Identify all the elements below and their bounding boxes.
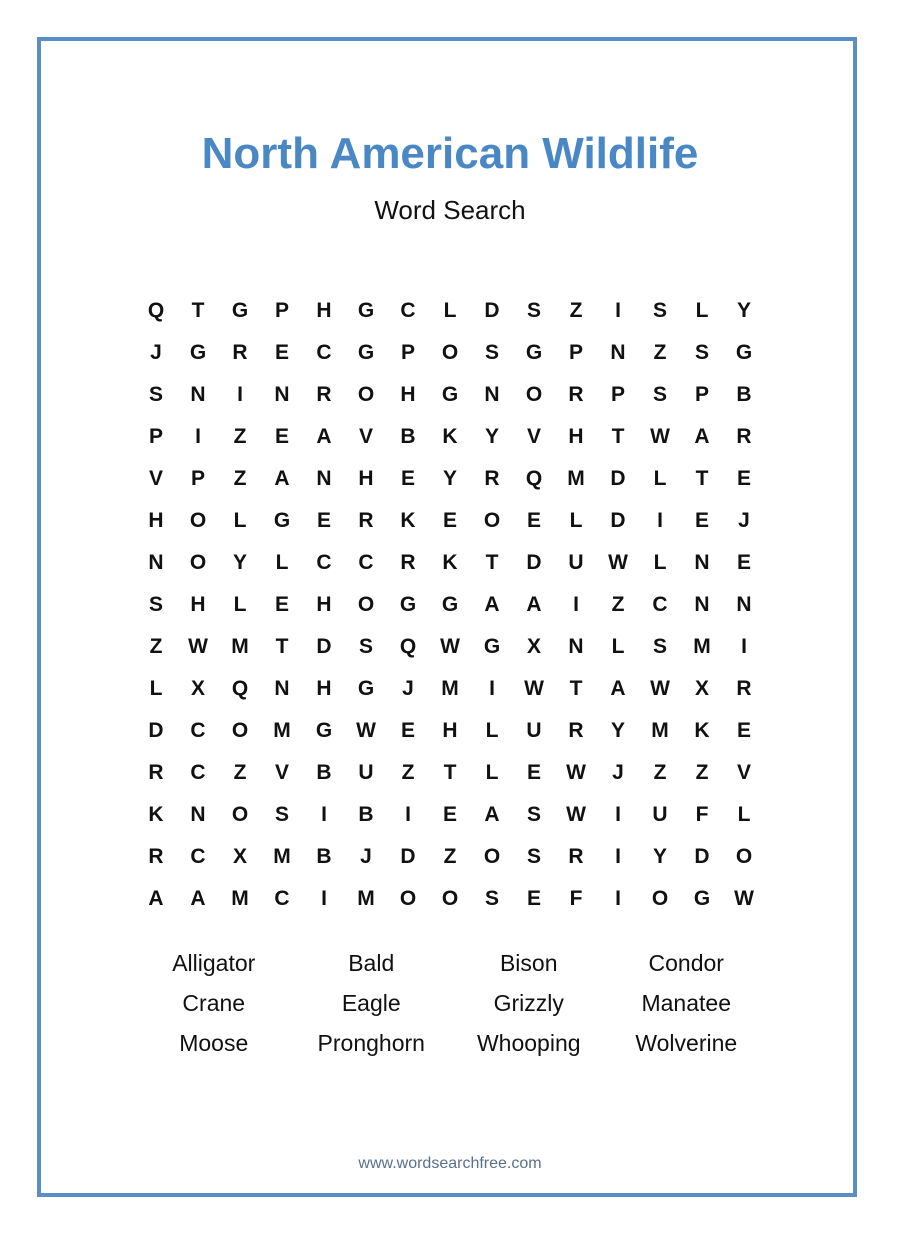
grid-letter: Z: [233, 467, 247, 490]
grid-letter: S: [484, 341, 499, 364]
grid-letter: I: [321, 803, 327, 826]
grid-letter: D: [484, 299, 500, 322]
grid-letter: R: [568, 845, 584, 868]
grid-letter: G: [357, 299, 375, 322]
page-subtitle: Word Search: [374, 195, 526, 225]
grid-letter: C: [400, 299, 416, 322]
grid-letter: C: [316, 341, 332, 364]
grid-letter: A: [148, 887, 164, 910]
grid-letter: A: [484, 803, 500, 826]
grid-letter: A: [190, 887, 206, 910]
grid-letter: M: [357, 887, 375, 910]
grid-letter: I: [573, 593, 579, 616]
grid-letter: W: [608, 551, 628, 574]
grid-letter: V: [148, 467, 163, 490]
grid-letter: A: [526, 593, 542, 616]
grid-letter: H: [316, 593, 332, 616]
grid-letter: N: [736, 593, 752, 616]
grid-letter: Z: [653, 761, 667, 784]
word-list-item: Wolverine: [635, 1030, 738, 1056]
grid-letter: G: [315, 719, 333, 742]
grid-letter: Y: [484, 425, 499, 448]
grid-letter: W: [650, 677, 670, 700]
grid-letter: O: [189, 551, 207, 574]
grid-letter: L: [653, 551, 667, 574]
grid-letter: Q: [399, 635, 417, 658]
grid-letter: S: [526, 845, 541, 868]
grid-letter: S: [694, 341, 709, 364]
grid-letter: E: [274, 425, 289, 448]
grid-letter: J: [738, 509, 750, 532]
grid-letter: D: [610, 467, 626, 490]
grid-letter: Y: [652, 845, 667, 868]
grid-letter: T: [695, 467, 709, 490]
grid-letter: H: [316, 299, 332, 322]
grid-letter: N: [484, 383, 500, 406]
grid-letter: M: [231, 887, 249, 910]
grid-letter: G: [441, 383, 459, 406]
grid-letter: L: [149, 677, 163, 700]
grid-letter: N: [190, 383, 206, 406]
grid-letter: L: [275, 551, 289, 574]
grid-letter: R: [148, 761, 164, 784]
grid-letter: V: [736, 761, 751, 784]
grid-letter: H: [400, 383, 416, 406]
grid-letter: B: [736, 383, 752, 406]
grid-letter: H: [190, 593, 206, 616]
grid-letter: A: [610, 677, 626, 700]
grid-letter: N: [568, 635, 584, 658]
grid-letter: Z: [443, 845, 457, 868]
grid-letter: W: [440, 635, 460, 658]
grid-letter: G: [231, 299, 249, 322]
grid-letter: P: [400, 341, 415, 364]
grid-letter: K: [694, 719, 710, 742]
word-list-item: Eagle: [341, 990, 401, 1016]
grid-letter: G: [357, 677, 375, 700]
grid-letter: Z: [653, 341, 667, 364]
grid-letter: N: [190, 803, 206, 826]
grid-letter: U: [358, 761, 374, 784]
grid-letter: R: [484, 467, 500, 490]
grid-letter: O: [735, 845, 753, 868]
word-list-item: Alligator: [172, 950, 256, 976]
grid-letter: I: [489, 677, 495, 700]
grid-letter: S: [484, 887, 499, 910]
grid-letter: P: [274, 299, 289, 322]
grid-letter: N: [694, 593, 710, 616]
grid-letter: O: [483, 509, 501, 532]
grid-letter: W: [524, 677, 544, 700]
grid-letter: C: [190, 719, 206, 742]
grid-letter: A: [274, 467, 290, 490]
grid-letter: D: [694, 845, 710, 868]
grid-letter: G: [273, 509, 291, 532]
grid-letter: W: [356, 719, 376, 742]
grid-letter: E: [316, 509, 331, 532]
grid-letter: L: [569, 509, 583, 532]
grid-letter: R: [400, 551, 416, 574]
grid-letter: G: [357, 341, 375, 364]
grid-letter: O: [357, 383, 375, 406]
grid-letter: S: [148, 593, 163, 616]
word-list-item: Crane: [182, 990, 246, 1016]
grid-letter: E: [526, 761, 541, 784]
grid-letter: F: [569, 887, 583, 910]
grid-letter: O: [441, 887, 459, 910]
grid-letter: G: [525, 341, 543, 364]
grid-letter: N: [274, 383, 290, 406]
grid-letter: C: [274, 887, 290, 910]
grid-letter: G: [189, 341, 207, 364]
grid-letter: U: [526, 719, 542, 742]
grid-letter: V: [274, 761, 289, 784]
word-list: [135, 943, 765, 1063]
grid-letter: Y: [442, 467, 457, 490]
grid-letter: G: [693, 887, 711, 910]
grid-letter: O: [357, 593, 375, 616]
grid-letter: R: [232, 341, 248, 364]
grid-letter: E: [736, 719, 751, 742]
page-title: North American Wildlife: [201, 129, 699, 178]
grid-letter: G: [441, 593, 459, 616]
grid-letter: X: [232, 845, 247, 868]
grid-letter: S: [148, 383, 163, 406]
grid-letter: I: [615, 887, 621, 910]
grid-letter: O: [525, 383, 543, 406]
grid-letter: O: [483, 845, 501, 868]
grid-letter: B: [400, 425, 416, 448]
grid-letter: T: [191, 299, 205, 322]
grid-letter: O: [231, 803, 249, 826]
grid-letter: D: [148, 719, 164, 742]
grid-letter: P: [190, 467, 205, 490]
grid-letter: A: [316, 425, 332, 448]
grid-letter: D: [316, 635, 332, 658]
grid-letter: T: [443, 761, 457, 784]
grid-letter: E: [400, 719, 415, 742]
grid-letter: E: [526, 509, 541, 532]
grid-letter: E: [274, 341, 289, 364]
grid-letter: K: [442, 551, 458, 574]
grid-letter: E: [442, 509, 457, 532]
grid-letter: O: [441, 341, 459, 364]
grid-letter: T: [275, 635, 289, 658]
grid-letter: L: [737, 803, 751, 826]
grid-letter: R: [316, 383, 332, 406]
grid-letter: X: [526, 635, 541, 658]
letter-grid: [135, 290, 765, 920]
grid-letter: C: [190, 761, 206, 784]
grid-letter: N: [148, 551, 164, 574]
grid-letter: X: [190, 677, 205, 700]
grid-letter: Y: [232, 551, 247, 574]
grid-letter: Z: [695, 761, 709, 784]
grid-letter: S: [358, 635, 373, 658]
grid-letter: N: [274, 677, 290, 700]
grid-letter: J: [402, 677, 414, 700]
grid-letter: L: [443, 299, 457, 322]
word-list-item: Pronghorn: [317, 1030, 425, 1056]
grid-letter: Z: [569, 299, 583, 322]
grid-letter: S: [526, 803, 541, 826]
grid-letter: H: [568, 425, 584, 448]
grid-letter: R: [736, 677, 752, 700]
grid-letter: W: [566, 761, 586, 784]
grid-letter: C: [190, 845, 206, 868]
grid-letter: A: [484, 593, 500, 616]
word-list-item: Grizzly: [493, 990, 564, 1016]
word-list-item: Condor: [648, 950, 724, 976]
grid-letter: M: [651, 719, 669, 742]
grid-letter: U: [568, 551, 584, 574]
grid-letter: I: [237, 383, 243, 406]
grid-letter: U: [652, 803, 668, 826]
grid-letter: I: [615, 299, 621, 322]
grid-letter: M: [231, 635, 249, 658]
grid-letter: W: [566, 803, 586, 826]
grid-letter: A: [694, 425, 710, 448]
grid-letter: O: [189, 509, 207, 532]
word-list-item: Manatee: [641, 990, 731, 1016]
grid-letter: D: [400, 845, 416, 868]
grid-letter: P: [694, 383, 709, 406]
grid-letter: H: [148, 509, 164, 532]
grid-letter: H: [442, 719, 458, 742]
grid-letter: C: [358, 551, 374, 574]
grid-letter: Z: [233, 425, 247, 448]
grid-letter: M: [273, 845, 291, 868]
grid-letter: L: [233, 509, 247, 532]
grid-letter: H: [316, 677, 332, 700]
grid-letter: Z: [611, 593, 625, 616]
grid-letter: S: [652, 299, 667, 322]
grid-letter: Q: [231, 677, 249, 700]
grid-letter: T: [569, 677, 583, 700]
grid-letter: O: [399, 887, 417, 910]
grid-letter: H: [358, 467, 374, 490]
grid-letter: Z: [149, 635, 163, 658]
grid-letter: C: [316, 551, 332, 574]
grid-letter: R: [736, 425, 752, 448]
grid-letter: B: [316, 845, 332, 868]
grid-letter: I: [657, 509, 663, 532]
grid-letter: K: [400, 509, 416, 532]
grid-letter: K: [442, 425, 458, 448]
grid-letter: G: [735, 341, 753, 364]
grid-letter: W: [734, 887, 754, 910]
grid-letter: P: [568, 341, 583, 364]
grid-letter: E: [694, 509, 709, 532]
grid-letter: M: [693, 635, 711, 658]
grid-letter: Q: [525, 467, 543, 490]
grid-letter: S: [526, 299, 541, 322]
grid-letter: Z: [233, 761, 247, 784]
grid-letter: R: [568, 383, 584, 406]
grid-letter: R: [568, 719, 584, 742]
grid-letter: N: [694, 551, 710, 574]
word-list-item: Whooping: [476, 1030, 581, 1056]
grid-letter: E: [736, 551, 751, 574]
grid-letter: D: [526, 551, 542, 574]
word-list-item: Bald: [348, 950, 395, 976]
footer-url: www.wordsearchfree.com: [358, 1155, 542, 1172]
grid-letter: Y: [736, 299, 751, 322]
grid-letter: J: [360, 845, 372, 868]
grid-letter: P: [148, 425, 163, 448]
grid-letter: Z: [401, 761, 415, 784]
word-list-item: Moose: [179, 1030, 249, 1056]
grid-letter: E: [442, 803, 457, 826]
grid-letter: Q: [147, 299, 165, 322]
grid-letter: L: [653, 467, 667, 490]
grid-letter: L: [233, 593, 247, 616]
grid-letter: T: [611, 425, 625, 448]
grid-letter: V: [526, 425, 541, 448]
grid-letter: G: [399, 593, 417, 616]
grid-letter: L: [485, 719, 499, 742]
grid-letter: S: [652, 383, 667, 406]
grid-letter: M: [441, 677, 459, 700]
grid-letter: F: [695, 803, 709, 826]
grid-letter: J: [150, 341, 162, 364]
grid-letter: S: [274, 803, 289, 826]
grid-letter: B: [358, 803, 374, 826]
grid-letter: W: [650, 425, 670, 448]
grid-letter: P: [610, 383, 625, 406]
grid-letter: L: [485, 761, 499, 784]
grid-letter: B: [316, 761, 332, 784]
grid-letter: I: [741, 635, 747, 658]
grid-letter: L: [611, 635, 625, 658]
grid-letter: L: [695, 299, 709, 322]
grid-letter: J: [612, 761, 624, 784]
grid-letter: I: [195, 425, 201, 448]
grid-letter: C: [652, 593, 668, 616]
grid-letter: V: [358, 425, 373, 448]
grid-letter: N: [610, 341, 626, 364]
grid-letter: E: [736, 467, 751, 490]
grid-letter: O: [651, 887, 669, 910]
grid-letter: X: [694, 677, 709, 700]
grid-letter: Y: [610, 719, 625, 742]
grid-letter: O: [231, 719, 249, 742]
grid-letter: E: [274, 593, 289, 616]
grid-letter: T: [485, 551, 499, 574]
grid-letter: R: [358, 509, 374, 532]
grid-letter: W: [188, 635, 208, 658]
grid-letter: I: [405, 803, 411, 826]
grid-letter: G: [483, 635, 501, 658]
grid-letter: M: [273, 719, 291, 742]
grid-letter: I: [321, 887, 327, 910]
grid-letter: I: [615, 803, 621, 826]
word-list-item: Bison: [499, 950, 558, 976]
grid-letter: N: [316, 467, 332, 490]
grid-letter: R: [148, 845, 164, 868]
grid-letter: S: [652, 635, 667, 658]
grid-letter: K: [148, 803, 164, 826]
grid-letter: I: [615, 845, 621, 868]
grid-letter: E: [400, 467, 415, 490]
grid-letter: M: [567, 467, 585, 490]
grid-letter: E: [526, 887, 541, 910]
grid-letter: D: [610, 509, 626, 532]
